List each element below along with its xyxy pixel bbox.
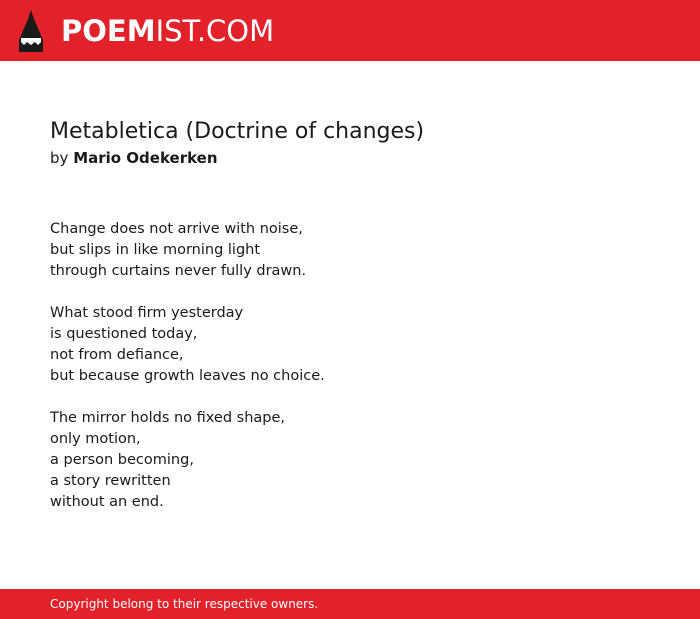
poem-line: is questioned today, (50, 326, 198, 342)
brand-name-bold: POEM (61, 14, 156, 48)
site-header (0, 0, 700, 61)
site-logo[interactable] (18, 10, 274, 52)
poem-line: not from defiance, (50, 347, 184, 363)
poem-line: Change does not arrive with noise, (50, 221, 303, 237)
poem-body (50, 219, 650, 513)
copyright-notice: Copyright belong to their respective owners. (50, 597, 319, 611)
pencil-icon (18, 10, 44, 52)
author-name[interactable]: Mario Odekerken (73, 149, 218, 167)
poem-line: The mirror holds no fixed shape, (50, 410, 286, 426)
site-footer (0, 589, 700, 619)
poem-line: but because growth leaves no choice. (50, 368, 325, 384)
poem-line: without an end. (50, 494, 164, 510)
poem-title: Metabletica (Doctrine of changes) (50, 119, 425, 144)
stanza (50, 219, 650, 282)
poem-line: but slips in like morning light (50, 242, 261, 258)
poem-line: a story rewritten (50, 473, 171, 489)
byline (50, 147, 650, 169)
poem-line: through curtains never fully drawn. (50, 263, 307, 279)
brand-name-light: IST.COM (155, 14, 275, 48)
by-label: by (50, 149, 69, 167)
poem-line: only motion, (50, 431, 141, 447)
stanza (50, 303, 650, 387)
stanza (50, 408, 650, 513)
poem-line: What stood firm yesterday (50, 305, 244, 321)
poem-content (50, 117, 650, 534)
poem-line: a person becoming, (50, 452, 194, 468)
brand-name (61, 10, 274, 52)
